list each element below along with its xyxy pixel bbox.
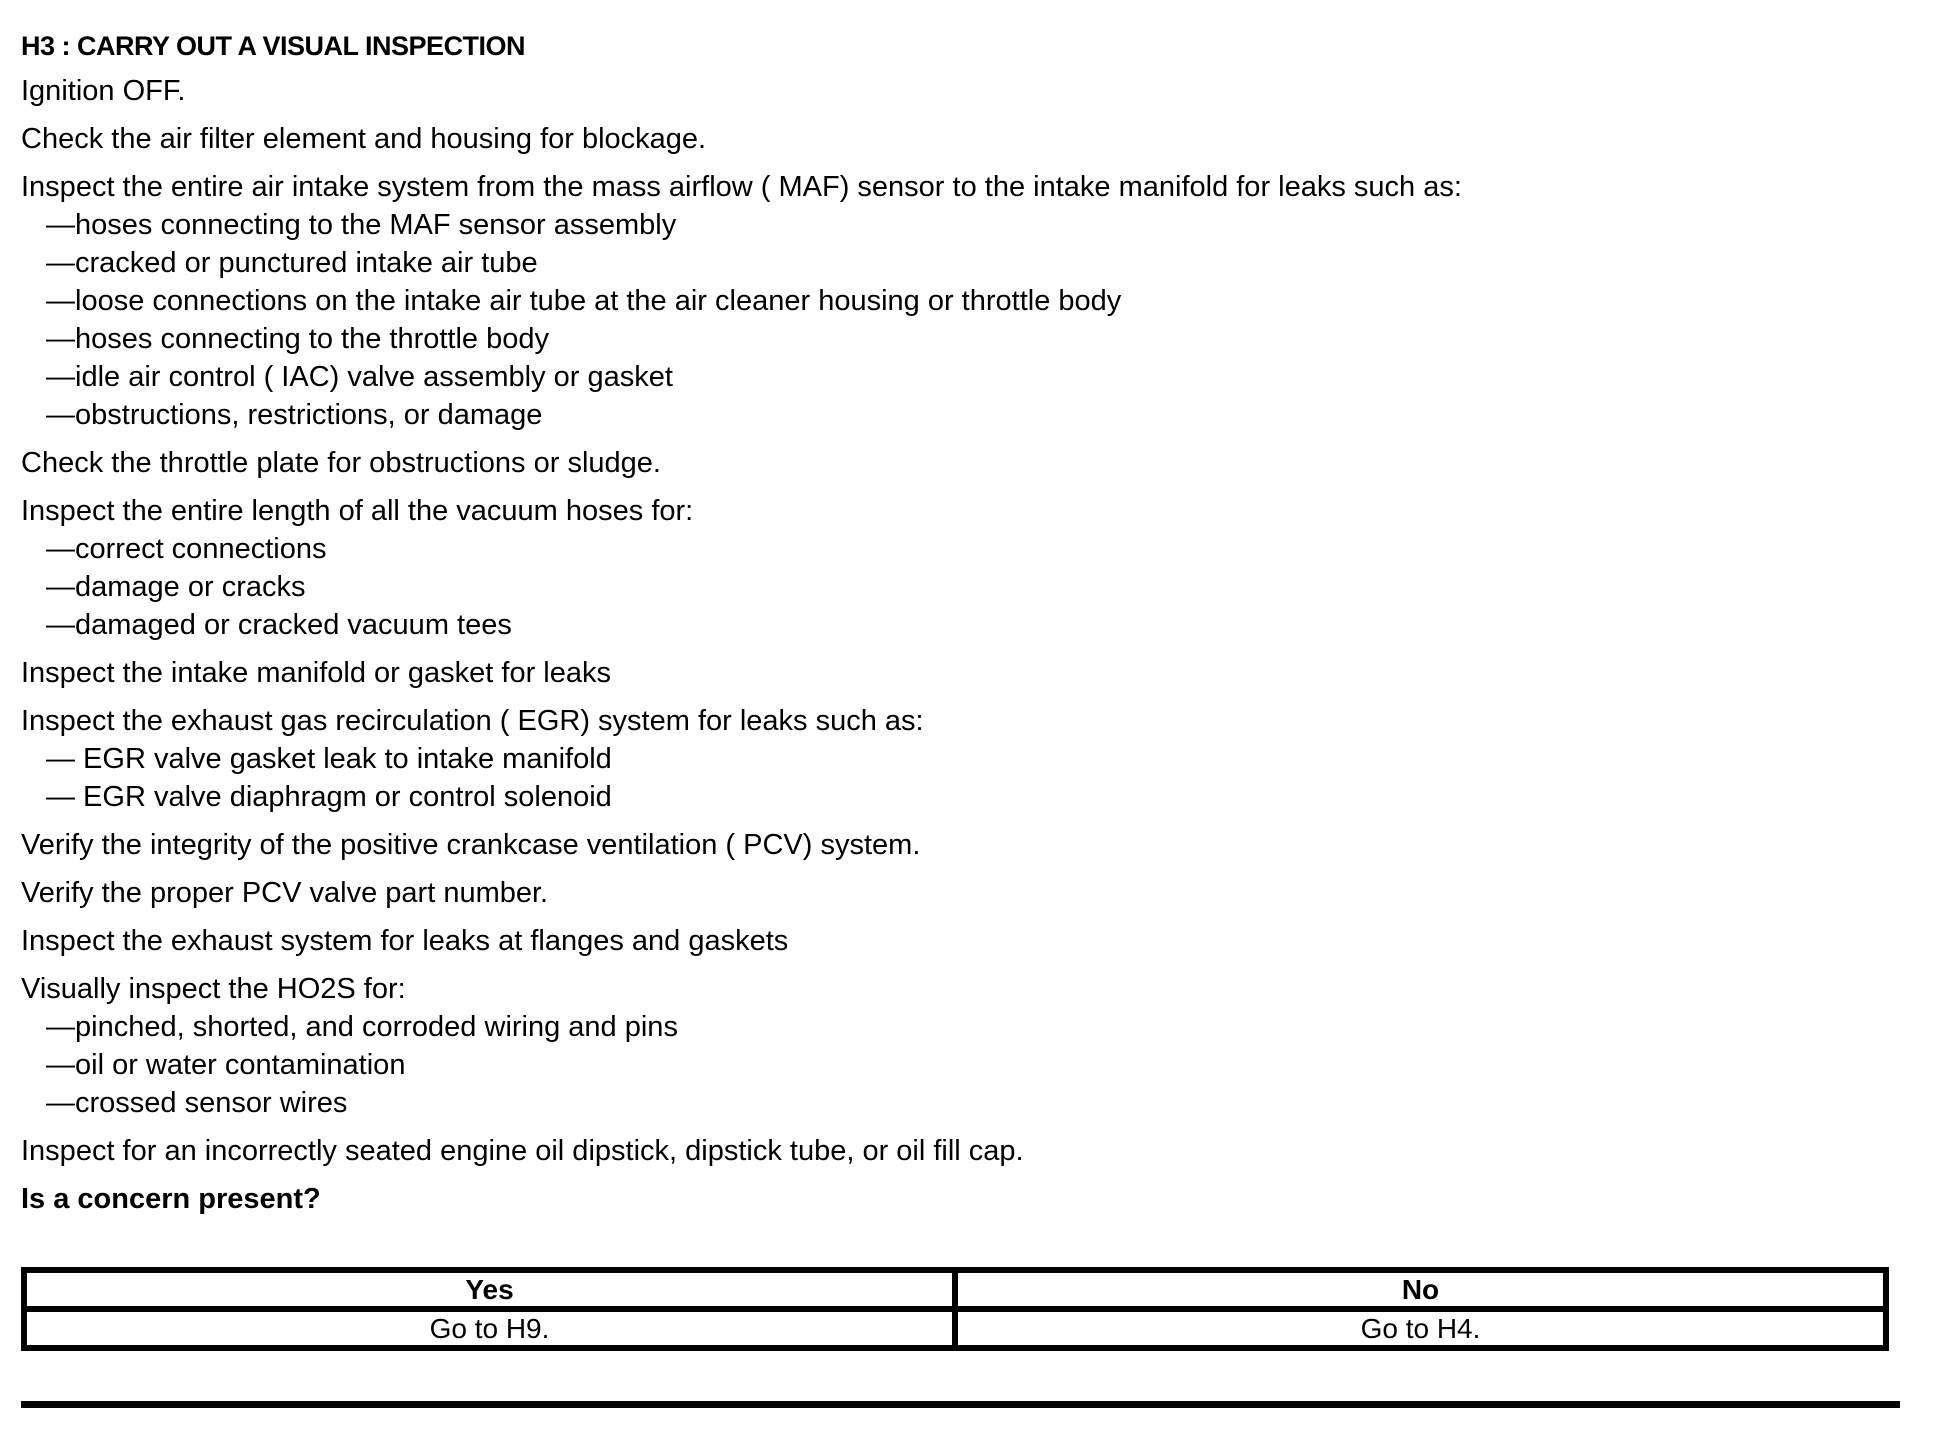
- inspection-item: —pinched, shorted, and corroded wiring and pins: [46, 1011, 678, 1043]
- procedure-line: Check the air filter element and housing for blockage.: [21, 123, 707, 155]
- procedure-line: Inspect the entire length of all the vacuum hoses for:: [21, 495, 694, 527]
- inspection-item: —damage or cracks: [46, 571, 306, 603]
- procedure-line: Visually inspect the HO2S for:: [21, 973, 406, 1005]
- decision-table-header-row: [24, 1270, 1886, 1309]
- procedure-line: Ignition OFF.: [21, 75, 186, 107]
- inspection-item: — EGR valve gasket leak to intake manifold: [46, 743, 612, 775]
- decision-question: Is a concern present?: [21, 1183, 321, 1215]
- inspection-item: —crossed sensor wires: [46, 1087, 348, 1119]
- decision-table-action-row: [24, 1309, 1886, 1348]
- no-header-cell: No: [955, 1270, 1886, 1309]
- inspection-item: —hoses connecting to the MAF sensor assembly: [46, 209, 677, 241]
- procedure-line: Inspect for an incorrectly seated engine oil dipstick, dipstick tube, or oil fill cap.: [21, 1135, 1024, 1167]
- procedure-line: Inspect the exhaust system for leaks at flanges and gaskets: [21, 925, 789, 957]
- step-title: H3 : CARRY OUT A VISUAL INSPECTION: [21, 31, 526, 61]
- procedure-line: Inspect the intake manifold or gasket for leaks: [21, 657, 611, 689]
- inspection-item: —correct connections: [46, 533, 327, 565]
- inspection-item: —hoses connecting to the throttle body: [46, 323, 549, 355]
- procedure-line: Inspect the entire air intake system from the mass airflow ( MAF) sensor to the intake manifold for leaks such as:: [21, 171, 1462, 203]
- inspection-item: —idle air control ( IAC) valve assembly or gasket: [46, 361, 673, 393]
- procedure-line: Check the throttle plate for obstructions or sludge.: [21, 447, 661, 479]
- no-action-cell: Go to H4.: [955, 1309, 1886, 1348]
- page-divider-rule: [21, 1401, 1900, 1408]
- procedure-line: Inspect the exhaust gas recirculation ( EGR) system for leaks such as:: [21, 705, 924, 737]
- inspection-item: —cracked or punctured intake air tube: [46, 247, 538, 279]
- procedure-line: Verify the integrity of the positive crankcase ventilation ( PCV) system.: [21, 829, 921, 861]
- procedure-line: Verify the proper PCV valve part number.: [21, 877, 549, 909]
- inspection-item: —obstructions, restrictions, or damage: [46, 399, 543, 431]
- inspection-item: —damaged or cracked vacuum tees: [46, 609, 512, 641]
- inspection-item: —oil or water contamination: [46, 1049, 406, 1081]
- inspection-item: —loose connections on the intake air tube at the air cleaner housing or throttle body: [46, 285, 1122, 317]
- decision-table: [21, 1267, 1889, 1351]
- yes-header-cell: Yes: [24, 1270, 955, 1309]
- yes-action-cell: Go to H9.: [24, 1309, 955, 1348]
- inspection-item: — EGR valve diaphragm or control solenoid: [46, 781, 612, 813]
